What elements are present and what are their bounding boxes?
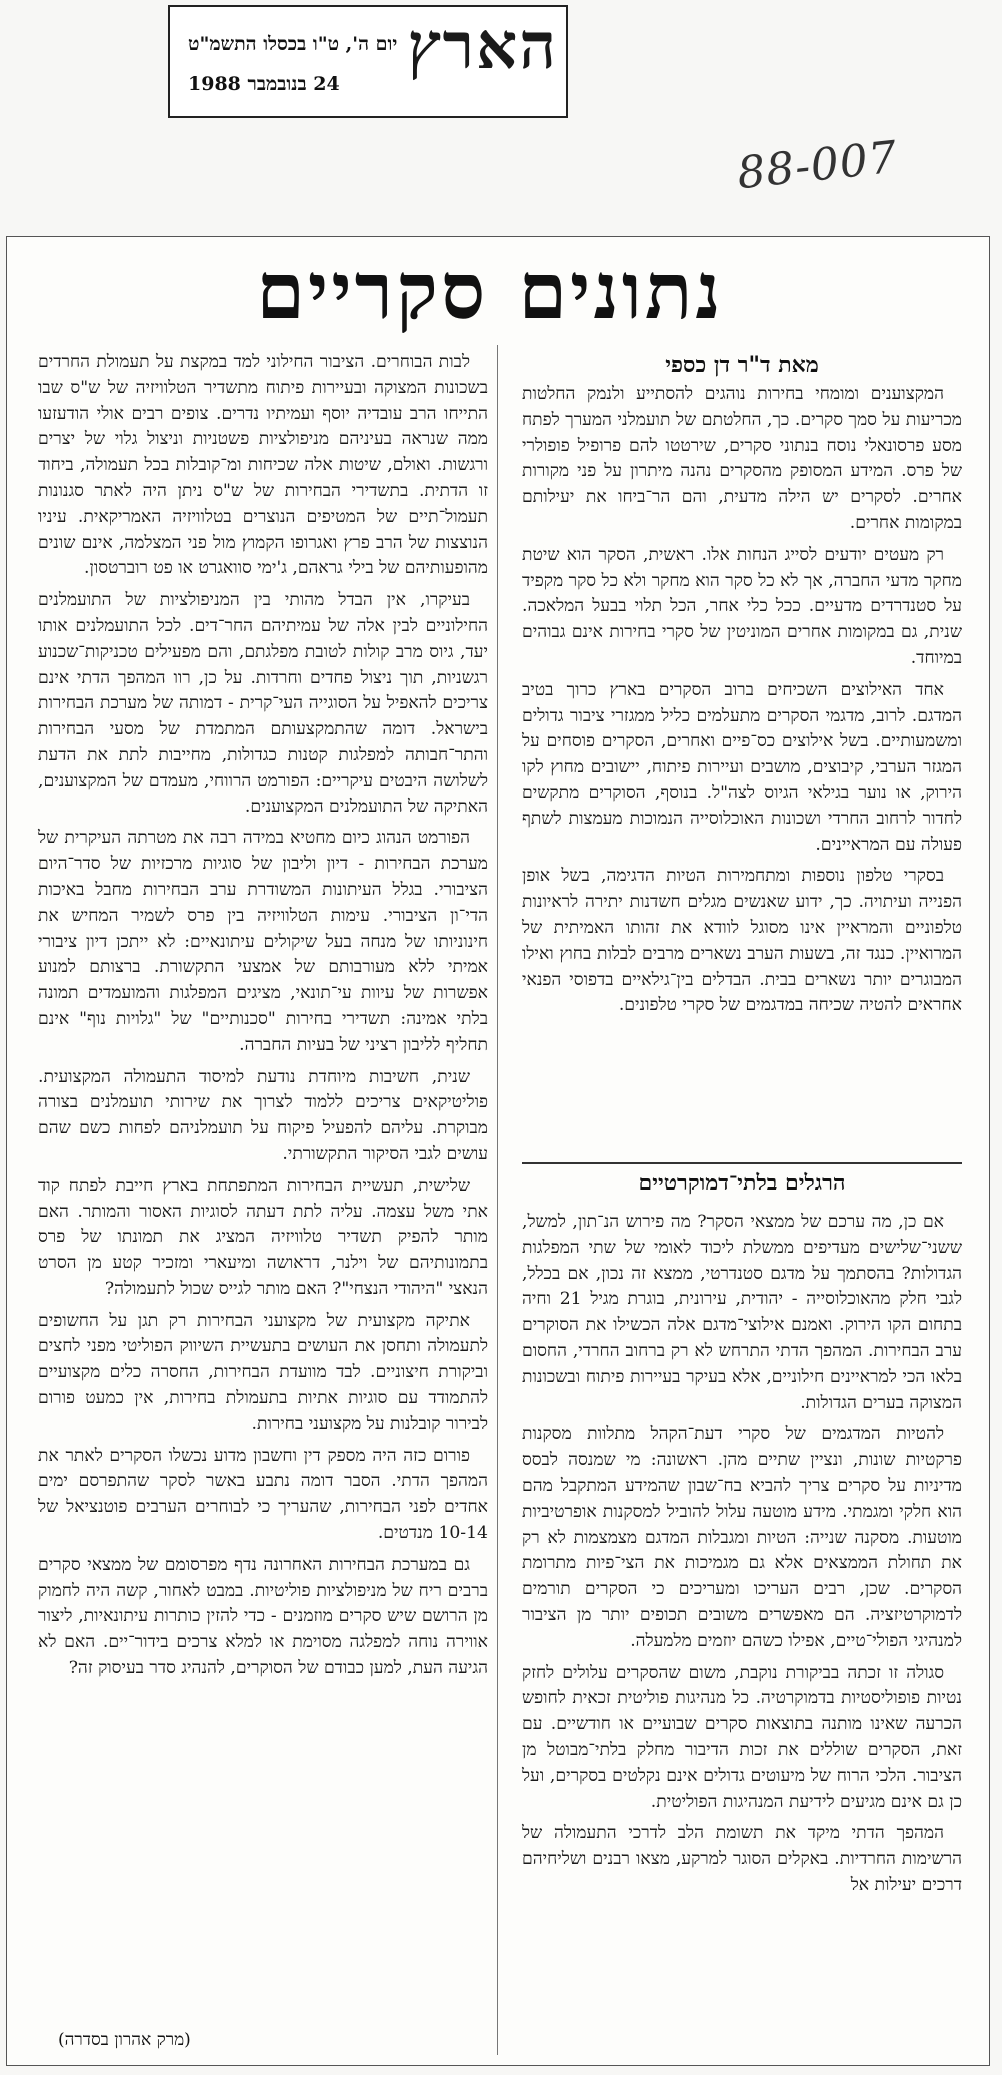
hebrew-date: יום ה', ט"ו בכסלו התשמ"ט: [188, 33, 398, 55]
paragraph: המהפך הדתי מיקד את תשומת הלב לדרכי התעמולה של הרשימות החרדיות. באקלים הסוגר למרקע, מצאו רבנים ושליחיהם דרכים יעילות אל: [522, 1823, 962, 1895]
paragraph: בעיקרו, אין הבדל מהותי בין המניפולציות של התועמלנים החילוניים לבין אלה של עמיתיהם החר־דים. לכל התועמלנים אותו יעד, גיוס מרב קולות לטובת מפלגתם, והם מפעילים טכניקות־שכנוע רגשניות, תוך ניצול פחדים וחרדות. על כן, רוו המהפך הדתי אינם צריכים להאפיל על הסוגייה העי־קרית - דמותה של מערכת הבחירות בישראל. דומה שהתמקצעותם המתמדת של מסעי הבחירות והתר־חבותה למפלגות קטנות כגדולות, מחייבות לתת את הדעת לשלושה היבטים עיקריים: הפורמט הרווחי, מעמדם של המקצוענים, האתיקה של התועמלנים המקצוענים.: [38, 590, 488, 817]
article-headline: נתונים סקריים: [256, 246, 724, 337]
article-byline: מאת ד"ר דן כספי: [665, 352, 819, 378]
paragraph: הפורמט הנהוג כיום מחטיא במידה רבה את מטרתה העיקרית של מערכת הבחירות - דיון וליבון של סוגיות מרכזיות של סדר־היום הציבורי. בגלל העיתונות המשודרת ערב הבחירות מחבל באיכות הדי־ון הציבורי. עימות הטלוויזיה בין פרס לשמיר המחיש את חינוניותו של מנחה בעל שיקולים עיתונאיים: לא ייתכן דיון ציבורי אמיתי ללא מעורבותם של אמצעי התקשורת. ברצותם למנוע אפשרות של עיוות עי־תונאי, מציגים המפלגות והמועמדים תמונה בלתי אמינה: תשדירי בחירות "סכנותיים" של "גלויות נוף" אינם תחליף לליבון רציני של בעיות החברה.: [38, 828, 488, 1055]
article-column-right-bottom: [522, 1210, 962, 1905]
paragraph: שלישית, תעשיית הבחירות המתפתחת בארץ חייבת לפתח קוד אתי משל עצמה. עליה לתת דעתה לסוגיות האסור והמותר. האם מותר להפיק תשדיר טלוויזיה המציג את תמונתו של פרס בתמונותיהם של וילנר, דראושה ומיעארי ומזכיר קטע מן הסרט הנאצי "היהודי הנצחי"? האם מותר לגייס שכול לתעמולה?: [38, 1175, 488, 1299]
paragraph: פורום כזה היה מספק דין וחשבון מדוע נכשלו הסקרים לאתר את המהפך הדתי. הסבר דומה נתבע באשר לסקר שהתפרסם ימים אחדים לפני הבחירות, שהעריך כי לבוחרים הערבים פוטנציאל של 10-14 מנדטים.: [38, 1445, 488, 1544]
paragraph: גם במערכת הבחירות האחרונה נדף מפרסומם של ממצאי סקרים ברבים ריח של מניפולציות פוליטיות. במבט לאחור, קשה היה לחמוק מן הרושם שיש סקרים מוזמנים - כדי להזין כותרות עיתונאיות, ליצור אווירה נוחה למפלגה מסוימת או למלא צרכים בידור־יים. האם לא הגיעה העת, למען כבודם של הסוקרים, להנהיג סדר בעיסוק זה?: [38, 1554, 488, 1679]
article-column-right-top: [522, 382, 962, 1025]
article-signature: (מרק אהרון בסדרה): [58, 2030, 191, 2050]
paragraph: לבות הבוחרים. הציבור החילוני למד במקצת על תעמולת החרדים בשכונות המצוקה ובעיירות פיתוח מתשדיר הטלוויזיה של ש"ס שבו התייחו הרב עובדיה יוסף ועמיתיו נדרים. צופים רבים אולי הודעזעו ממה שנראה בעיניהם מניפולציות פשטניות וניצול גלוי של יצרים ורגשות. ואולם, שיטות אלה שכיחות ומ־קובלות בכל תעמולה, ביחוד זו הדתית. בתשדירי הבחירות של ש"ס ניתן היה לאתר סגנונות תעמול־תיים של המטיפים הנוצרים בטלוויזיה האמריקאית. עיניו הנוצצות של הרב פרץ ואגרופו הקמוץ מול פני המצלמה, אינם שונים מהופעותיהם של בילי גראהם, ג'ימי סוואגרט או פט רוברטסון.: [38, 352, 488, 579]
paragraph: המקצוענים ומומחי בחירות נוהגים להסתייע ולנמק החלטות מכריעות על סמך סקרים. כך, החלטתם של תועמלני המערך לפתח מסע פרסונאלי נוסח בנתוני סקרים, שירטטו להם פרופיל פופולרי של פרס. המידע המסופק מהסקרים נהנה מיתרון על פני מקורות אחרים. לסקרים יש הילה מדעית, והם הר־ביחו את יעילותם במקומות אחרים.: [522, 384, 962, 533]
newspaper-logo: הארץ: [407, 9, 558, 84]
paragraph: שנית, חשיבות מיוחדת נודעת למיסוד התעמולה המקצועית. פוליטיקאים צריכים ללמוד לצרוך את שירותי תועמלנים בצורה מבוקרת. עליהם להפעיל פיקוח על תועמלניהם לפחות כשם שהם עושים לגבי הסיקור התקשורתי.: [38, 1066, 488, 1164]
paragraph: רק מעטים יודעים לסייג הנחות אלו. ראשית, הסקר הוא שיטת מחקר מדעי החברה, אך לא כל סקר הוא מחקר ולא כל סקר מקפיד על סטנדרדים מדעיים. ככל כלי אחר, הכל תלוי בבעל המלאכה. שנית, גם במקומות אחרים המוניטין של סקרי בחירות אינם גבוהים במיוחד.: [522, 544, 962, 668]
paragraph: אתיקה מקצועית של מקצועני הבחירות רק תגן על החשופים לתעמולה ותחסן את העושים בתעשיית השיווק הפוליטי מפני לחצים וביקורת חיצוניים. לבד מוועדת הבחירות, החסרה כלים מקצועיים להתמודד עם סוגיות אתיות בתעמולת בחירות, אין כמעט פורום לבירור קובלנות על מקצועני בחירות.: [38, 1310, 488, 1434]
masthead: [168, 5, 568, 118]
handwritten-reference: 88-007: [734, 131, 901, 200]
article-column-left: [38, 350, 488, 1688]
paragraph: להטיות המדגמים של סקרי דעת־הקהל מתלוות מסקנות פרקטיות שונות, ונציין שתיים מהן. ראשונה: מי שמנסה לבסס מדיניות על סקרים צריך להביא בח־שבון שהמידע המתקבל מהם הוא חלקי ומגמתי. מידע מוטעה עלול להוביל למסקנות אופרטיביות מוטעות. מסקנה שנייה: הטיות ומגבלות המדגם מצמצמות לא רק את תחולת הממצאים אלא גם מגמיכות את הצי־פיות מתרומת הסקרים. שכן, רבים העריכו ומעריכים כי הסקרים תורמים לדמוקרטיזציה. הם מאפשרים משובים תכופים יותר מן הציבור למנהיגי הפולי־טיים, אפילו כשהם יוזמים מלמעלה.: [522, 1424, 962, 1651]
paragraph: סגולה זו זכתה בביקורת נוקבת, משום שהסקרים עלולים לחזק נטיות פופוליסטיות בדמוקרטיה. כל מנהיגות פוליטית זכאית לחופש הכרעה שאינו מותנה בתוצאות סקרים שבועיים או חודשיים. עם זאת, הסקרים שוללים את זכות הדיבור מחלק בלתי־מבוטל מן הציבור. הלכי הרוח של מיעוטים גדולים אינם נקלטים בסקרים, ועל כן גם אינם מגיעים לידיעת המנהיגות הפוליטית.: [522, 1662, 962, 1812]
gregorian-date: 24 בנובמבר 1988: [188, 73, 340, 95]
paragraph: אם כן, מה ערכם של ממצאי הסקר? מה פירוש הנ־תון, למשל, ששני־שלישים מעדיפים ממשלת ליכוד לאומי של שתי המפלגות הגדולות? בהסתמך על מדגם סטנדרטי, ממצא זה נכון, אם בכלל, לגבי חלק מהאוכלוסייה - יהודית, עירונית, בוגרת מגיל 21 וחיה בתחום הקו הירוק. ואמנם אילוצי־מדגם אלה הכשילו את הסוקרים ערב הבחירות. המהפך הדתי התרחש לא רק ברחוב החרדי, החסום בלאו הכי למראיינים חילוניים, אלא בעיקר בעיירות פיתוח ובשכונות המצוקה בערים הגדולות.: [522, 1212, 962, 1413]
column-divider: [497, 345, 498, 2055]
article-subheading: הרגלים בלתי־דמוקרטיים: [522, 1162, 962, 1196]
paragraph: אחד האילוצים השכיחים ברוב הסקרים בארץ כרוך בטיב המדגם. לרוב, מדגמי הסקרים מתעלמים כליל ממגזרי ציבור גדולים ומשמעותיים. בשל אילוצים כס־פיים ואחרים, הסקרים פוסחים על המגזר הערבי, קיבוצים, מושבים ועיירות פיתוח, יישובים מחוץ לקו הירוק, או נוער בגילאי הגיוס לצה"ל. בנוסף, הסוקרים מתקשים לחדור לרחוב החרדי ושכונות האוכלוסייה הנמוכות מעמצות לשתף פעולה עם המראיינים.: [522, 679, 962, 855]
paragraph: בסקרי טלפון נוספות ומתחמירות הטיות הדגימה, בשל אופן הפנייה ועיתויה. כך, ידוע שאנשים מגלים חשדנות יתירה לראיונות טלפוניים והמראיין אינו מסוגל לוודא את זהותו האמיתית של המרואיין. כנגד זה, בשעות הערב נשארים מרבים לבלות בחוץ ואילו המבוגרים יותר נשארים בבית. הבדלים בין־גילאיים בדפוסי הפנאי אחראים להטיה שכיחה במדגמים של סקרי טלפונים.: [522, 866, 962, 1016]
